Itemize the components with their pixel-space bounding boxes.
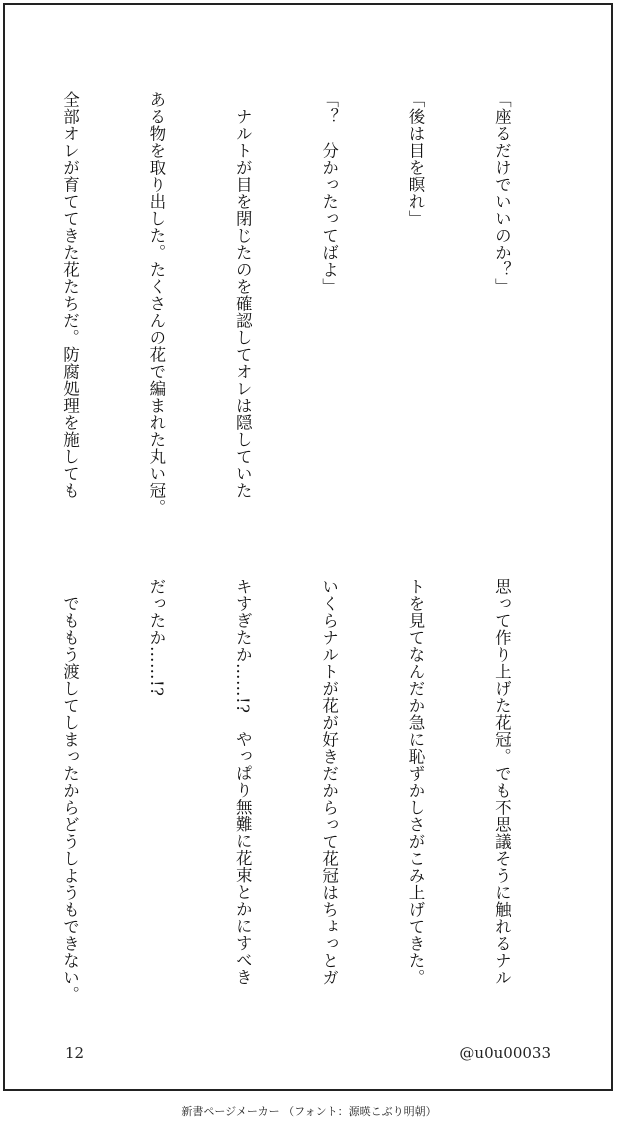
text-line: いくらナルトが花が好きだからって花冠はちょっとガ (319, 578, 339, 986)
book-page (3, 3, 613, 1091)
text-line: だったか……!? (146, 578, 166, 697)
upper-text-block (60, 91, 573, 531)
page-number: 12 (65, 1044, 85, 1062)
text-line: 「座るだけでいいのか？」 (492, 91, 512, 295)
text-line: ある物を取り出した。たくさんの花で編まれた丸い冠。 (146, 91, 166, 516)
generator-caption: 新書ページメーカー （フォント：源暎こぶり明朝） (181, 1105, 437, 1118)
text-line: キすぎたか……!? やっぱり無難に花束とかにすべき (233, 578, 253, 986)
text-line: トを見てなんだか急に恥ずかしさがこみ上げてきた。 (406, 578, 426, 986)
text-line: 「後は目を瞑れ」 (406, 91, 426, 227)
lower-text-block (60, 578, 573, 1018)
text-line: 「？ 分かったってばよ」 (319, 91, 339, 295)
text-line: 全部オレが育ててきた花たちだ。防腐処理を施しても (60, 91, 80, 499)
text-line: ナルトが目を閉じたのを確認してオレは隠していた (233, 91, 253, 499)
author-handle: @u0u00033 (459, 1044, 551, 1062)
text-line: 思って作り上げた花冠。でも不思議そうに触れるナル (492, 578, 512, 986)
text-line: でももう渡してしまったからどうしようもできない。 (60, 578, 80, 1003)
